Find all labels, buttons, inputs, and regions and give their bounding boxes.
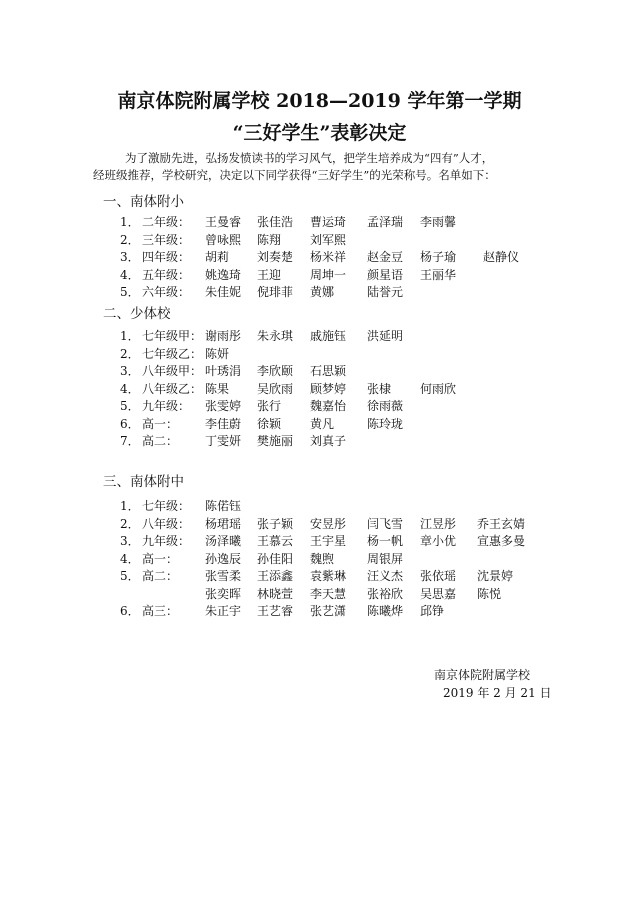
row-number: 3． <box>120 250 140 264</box>
student-name: 章小优 <box>420 534 457 548</box>
student-name: 孟泽瑞 <box>367 215 404 229</box>
student-name: 樊施丽 <box>257 434 294 448</box>
student-name: 张佳浩 <box>257 215 294 229</box>
student-name: 倪琲菲 <box>257 285 294 299</box>
student-name: 顾梦婷 <box>310 381 347 396</box>
student-name: 刘奏楚 <box>257 250 294 264</box>
student-name: 陈悦 <box>477 586 502 601</box>
student-name: 林晓萱 <box>257 586 294 601</box>
student-name: 魏煦 <box>310 551 335 566</box>
row-grade: 七年级甲： <box>142 329 203 343</box>
student-name: 朱正宇 <box>205 604 242 618</box>
row-grade: 三年级： <box>142 232 191 247</box>
student-name: 叶琇涓 <box>205 364 242 378</box>
row-number: 6． <box>120 416 140 431</box>
student-name: 王添鑫 <box>257 569 294 583</box>
student-name: 汤泽曦 <box>205 534 242 548</box>
student-name: 姚逸琦 <box>205 267 242 282</box>
student-name: 沈景婷 <box>477 569 514 583</box>
signature-school: 南京体院附属学校 <box>434 668 531 682</box>
row-grade: 七年级： <box>142 499 191 513</box>
student-name: 周坤一 <box>310 267 347 282</box>
row-number: 5． <box>120 399 140 413</box>
student-name: 王丽华 <box>420 267 457 282</box>
student-name: 王宇星 <box>310 534 347 548</box>
row-number: 2． <box>120 232 140 247</box>
student-name: 杨一帆 <box>367 534 404 548</box>
row-grade: 四年级： <box>142 250 191 264</box>
row-grade: 高二： <box>142 569 179 583</box>
student-name: 石思颖 <box>310 364 347 378</box>
student-name: 曹运琦 <box>310 215 347 229</box>
row-grade: 六年级： <box>142 285 191 299</box>
student-name: 陆誉元 <box>367 285 404 299</box>
document-title: 南京体院附属学校 2018—2019 学年第一学期 <box>117 90 522 112</box>
student-name: 杨子瑜 <box>420 250 457 264</box>
row-number: 5． <box>120 569 140 583</box>
row-number: 1． <box>120 329 140 343</box>
student-name: 张奕晖 <box>205 586 242 601</box>
intro-line-1: 为了激励先进，弘扬发愤读书的学习风气，把学生培养成为“四有”人才， <box>125 151 494 165</box>
document-subtitle: “三好学生”表彰决定 <box>232 122 407 144</box>
intro-paragraph <box>93 150 543 184</box>
row-grade: 高二： <box>142 434 179 448</box>
student-name: 洪延明 <box>367 329 404 343</box>
student-name: 吴思嘉 <box>420 586 457 601</box>
student-name: 张棣 <box>367 381 392 396</box>
student-name: 张行 <box>257 399 282 413</box>
student-name: 李天慧 <box>310 586 347 601</box>
row-grade: 八年级乙： <box>142 381 203 396</box>
student-name: 杨米祥 <box>310 250 347 264</box>
student-name: 袁紫琳 <box>310 569 347 583</box>
intro-line-2: 经班级推荐，学校研究，决定以下同学获得“三好学生”的光荣称号。名单如下： <box>93 168 496 182</box>
row-grade: 七年级乙： <box>142 346 203 361</box>
row-grade: 高三： <box>142 604 179 618</box>
row-grade: 九年级： <box>142 534 191 548</box>
row-grade: 八年级： <box>142 516 191 531</box>
student-name: 黄娜 <box>310 285 335 299</box>
section-sports-school-heading: 二、少体校 <box>103 306 171 322</box>
row-number: 1． <box>120 499 140 513</box>
row-grade: 九年级： <box>142 399 191 413</box>
student-name: 刘军熙 <box>310 232 347 247</box>
student-name: 孙逸辰 <box>205 551 242 566</box>
student-name: 王慕云 <box>257 534 294 548</box>
student-name: 张雪柔 <box>205 569 242 583</box>
student-name: 王迎 <box>257 267 282 282</box>
student-name: 吴欣雨 <box>257 381 294 396</box>
student-name: 江昱彤 <box>420 516 457 531</box>
row-number: 6． <box>120 604 140 618</box>
student-name: 乔王玄婧 <box>477 516 526 531</box>
student-name: 周银屏 <box>367 551 404 566</box>
student-name: 陈妍 <box>205 346 230 361</box>
student-name: 汪义杰 <box>367 569 404 583</box>
row-number: 2． <box>120 516 140 531</box>
student-name: 李佳蔚 <box>205 416 242 431</box>
row-number: 3． <box>120 364 140 378</box>
section-middle-heading: 三、南体附中 <box>103 474 184 490</box>
student-name: 朱佳妮 <box>205 285 242 299</box>
student-name: 王艺睿 <box>257 604 294 618</box>
row-grade: 高一： <box>142 551 179 566</box>
student-name: 陈偌钰 <box>205 499 242 513</box>
student-name: 张子颖 <box>257 516 294 531</box>
student-name: 赵静仪 <box>483 250 520 264</box>
student-name: 陈曦烨 <box>367 604 404 618</box>
student-name: 张依瑶 <box>420 569 457 583</box>
student-name: 李雨馨 <box>420 215 457 229</box>
student-name: 颜星语 <box>367 267 404 282</box>
student-name: 刘真子 <box>310 434 347 448</box>
student-name: 曾咏熙 <box>205 232 242 247</box>
student-name: 徐颖 <box>257 416 282 431</box>
row-number: 3． <box>120 534 140 548</box>
student-name: 陈玲珑 <box>367 416 404 431</box>
row-number: 7． <box>120 434 140 448</box>
student-name: 徐雨薇 <box>367 399 404 413</box>
row-grade: 八年级甲： <box>142 364 203 378</box>
student-name: 张裕欣 <box>367 586 404 601</box>
student-name: 何雨欣 <box>420 381 457 396</box>
section-primary-heading: 一、南体附小 <box>103 194 184 210</box>
student-name: 李欣颐 <box>257 364 294 378</box>
student-name: 王曼睿 <box>205 215 242 229</box>
student-name: 胡莉 <box>205 250 230 264</box>
row-number: 4． <box>120 551 140 566</box>
row-grade: 高一： <box>142 416 179 431</box>
row-number: 4． <box>120 381 140 396</box>
row-number: 5． <box>120 285 140 299</box>
student-name: 宣惠多曼 <box>477 534 526 548</box>
student-name: 赵金豆 <box>367 250 404 264</box>
student-name: 陈果 <box>205 381 230 396</box>
student-name: 安昱彤 <box>310 516 347 531</box>
row-grade: 二年级： <box>142 215 191 229</box>
student-name: 陈翔 <box>257 232 282 247</box>
row-number: 2． <box>120 346 140 361</box>
student-name: 戚施钰 <box>310 329 347 343</box>
student-name: 孙佳阳 <box>257 551 294 566</box>
student-name: 谢雨彤 <box>205 329 242 343</box>
student-name: 杨珺瑶 <box>205 516 242 531</box>
row-number: 1． <box>120 215 140 229</box>
student-name: 邱铮 <box>420 604 445 618</box>
student-name: 黄凡 <box>310 416 335 431</box>
student-name: 丁雯妍 <box>205 434 242 448</box>
student-name: 张艺潇 <box>310 604 347 618</box>
student-name: 朱永琪 <box>257 329 294 343</box>
student-name: 魏嘉怡 <box>310 399 347 413</box>
row-number: 4． <box>120 267 140 282</box>
row-grade: 五年级： <box>142 267 191 282</box>
student-name: 闫飞雪 <box>367 516 404 531</box>
student-name: 张雯婷 <box>205 399 242 413</box>
signature-date: 2019 年 2 月 21 日 <box>443 686 552 700</box>
